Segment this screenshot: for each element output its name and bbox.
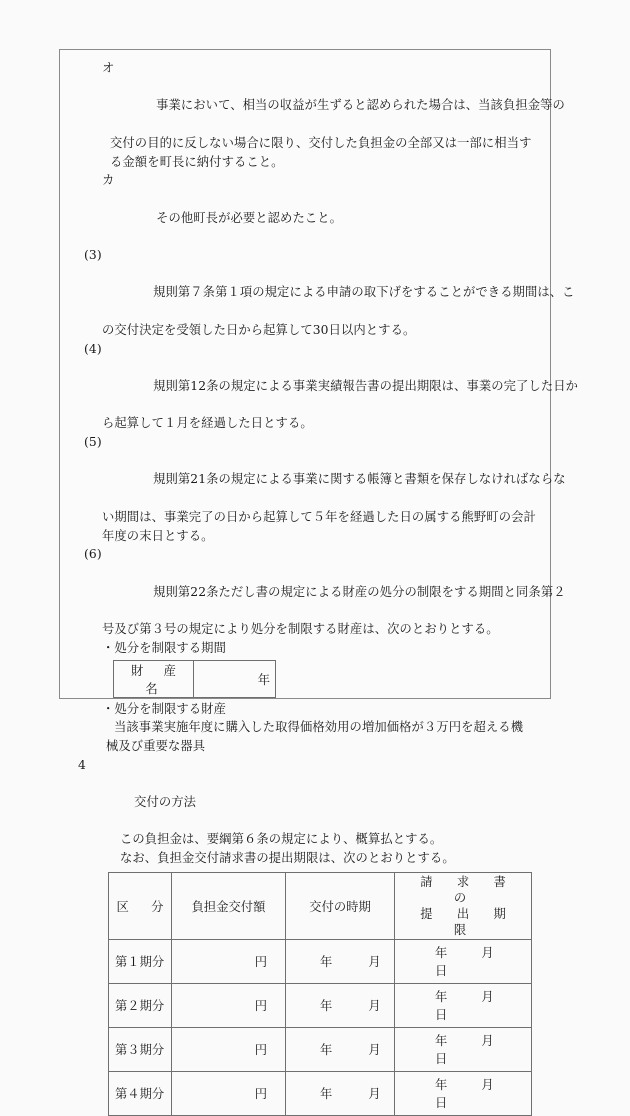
sub-item-o-marker: オ — [102, 61, 115, 75]
table-row — [114, 660, 276, 697]
sub-item-o — [60, 59, 565, 171]
numbered-item-6 — [60, 545, 566, 639]
bullet-restriction-period: ・処分を制限する期間 — [102, 640, 226, 655]
numbered-item-5-marker: (5) — [84, 435, 102, 450]
numbered-item-4 — [60, 340, 579, 434]
row-2-timing-year: 年 — [320, 999, 333, 1014]
row-4-timing[interactable] — [286, 1071, 395, 1115]
row-1-deadline-month: 月 — [481, 946, 494, 961]
row-3-deadline-year: 年 — [435, 1034, 448, 1049]
numbered-item-6-line-1: 規則第22条ただし書の規定による財産の処分の制限をする期間と同条第２ — [153, 584, 566, 599]
numbered-item-6-line-2: 号及び第３号の規定により処分を制限する財産は、次のとおりとする。 — [102, 622, 499, 637]
row-1-timing-month: 月 — [368, 955, 381, 970]
table-header-row — [109, 872, 532, 939]
row-2-deadline-day: 日 — [435, 1008, 448, 1023]
numbered-item-5 — [60, 433, 566, 545]
numbered-item-3-line-2: の交付決定を受領した日から起算して30日以内とする。 — [102, 322, 416, 337]
row-2-deadline-year: 年 — [435, 990, 448, 1005]
row-1-deadline[interactable] — [395, 939, 532, 983]
row-2-deadline[interactable] — [395, 983, 532, 1027]
row-3-timing-month: 月 — [368, 1043, 381, 1058]
section-4-number: 4 — [78, 757, 86, 772]
numbered-item-3 — [60, 246, 575, 340]
row-1-timing-year: 年 — [320, 955, 333, 970]
row-2-timing[interactable] — [286, 983, 395, 1027]
numbered-item-5-line-1: 規則第21条の規定による事業に関する帳簿と書類を保存しなければならな — [153, 472, 566, 487]
row-4-amount[interactable]: 円 — [172, 1071, 286, 1115]
row-1-deadline-year: 年 — [435, 946, 448, 961]
row-3-timing-year: 年 — [320, 1043, 333, 1058]
sub-item-ka-marker: カ — [102, 173, 115, 188]
payment-table-wrapper — [60, 872, 552, 1116]
sub-item-ka — [60, 171, 552, 246]
numbered-item-5-line-3: 年度の末日とする。 — [102, 528, 214, 543]
header-amount: 負担金交付額 — [172, 872, 286, 939]
header-deadline-line-1: 請 求 書 の — [420, 874, 531, 905]
row-3-amount[interactable]: 円 — [172, 1027, 286, 1071]
sub-item-o-line-1: 事業において、相当の収益が生ずると認められた場合は、当該負担金等の — [156, 98, 565, 113]
row-4-timing-year: 年 — [320, 1087, 333, 1102]
numbered-item-5-line-2: い期間は、事業完了の日から起算して５年を経過した日の属する熊野町の会計 — [102, 509, 536, 524]
row-4-deadline[interactable] — [395, 1071, 532, 1115]
header-kubun: 区 分 — [109, 872, 172, 939]
section-4-title: 交付の方法 — [134, 795, 197, 810]
row-4-kubun: 第４期分 — [109, 1071, 172, 1115]
row-4-deadline-year: 年 — [435, 1078, 448, 1093]
numbered-item-4-line-2: ら起算して１月を経過した日とする。 — [102, 416, 313, 431]
sub-item-ka-line-1: その他町長が必要と認めたこと。 — [156, 210, 343, 225]
row-1-timing[interactable] — [286, 939, 395, 983]
document-page-frame — [59, 49, 579, 1111]
row-2-kubun: 第２期分 — [109, 983, 172, 1027]
numbered-item-3-line-1: 規則第７条第１項の規定による申請の取下げをすることができる期間は、こ — [153, 285, 575, 300]
numbered-item-3-marker: (3) — [84, 248, 102, 263]
property-name-label: 財 産 名 — [114, 660, 194, 697]
table-row — [109, 1071, 532, 1115]
row-4-deadline-month: 月 — [481, 1078, 494, 1093]
numbered-item-4-line-1: 規則第12条の規定による事業実績報告書の提出期限は、事業の完了した日か — [153, 378, 579, 393]
row-4-deadline-day: 日 — [435, 1096, 448, 1111]
row-3-kubun: 第３期分 — [109, 1027, 172, 1071]
header-deadline — [395, 872, 532, 939]
property-table-wrapper — [60, 660, 552, 698]
section-4 — [60, 756, 552, 868]
row-2-amount[interactable]: 円 — [172, 983, 286, 1027]
payment-schedule-table — [108, 872, 532, 1116]
numbered-item-6-marker: (6) — [84, 547, 102, 562]
sub-item-o-line-3: る金額を町長に納付すること。 — [110, 154, 284, 169]
row-3-deadline-month: 月 — [481, 1034, 494, 1049]
property-description-line-1: 当該事業実施年度に購入した取得価格効用の増加価格が３万円を超える機 — [114, 720, 524, 735]
property-description-line-2: 械及び重要な器具 — [106, 738, 206, 753]
property-table — [113, 660, 276, 698]
row-3-deadline-day: 日 — [435, 1052, 448, 1067]
row-3-timing[interactable] — [286, 1027, 395, 1071]
document-content — [60, 50, 579, 1116]
row-4-timing-month: 月 — [368, 1087, 381, 1102]
table-row — [109, 983, 532, 1027]
row-3-deadline[interactable] — [395, 1027, 532, 1071]
bullet-restricted-property: ・処分を制限する財産 — [102, 701, 226, 716]
numbered-item-4-marker: (4) — [84, 341, 102, 356]
header-timing: 交付の時期 — [286, 872, 395, 939]
row-2-timing-month: 月 — [368, 999, 381, 1014]
row-1-deadline-day: 日 — [435, 964, 448, 979]
table-row — [109, 1027, 532, 1071]
table-row — [109, 939, 532, 983]
sub-item-o-line-2: 交付の目的に反しない場合に限り、交付した負担金の全部又は一部に相当す — [110, 135, 532, 150]
property-year-cell: 年 — [194, 660, 276, 697]
row-1-kubun: 第１期分 — [109, 939, 172, 983]
header-deadline-line-2: 提 出 期 限 — [420, 906, 531, 937]
section-4-line-1: この負担金は、要綱第６条の規定により、概算払とする。 — [120, 832, 443, 847]
section-4-line-2: なお、負担金交付請求書の提出期限は、次のとおりとする。 — [120, 851, 455, 866]
row-2-deadline-month: 月 — [481, 990, 494, 1005]
row-1-amount[interactable]: 円 — [172, 939, 286, 983]
